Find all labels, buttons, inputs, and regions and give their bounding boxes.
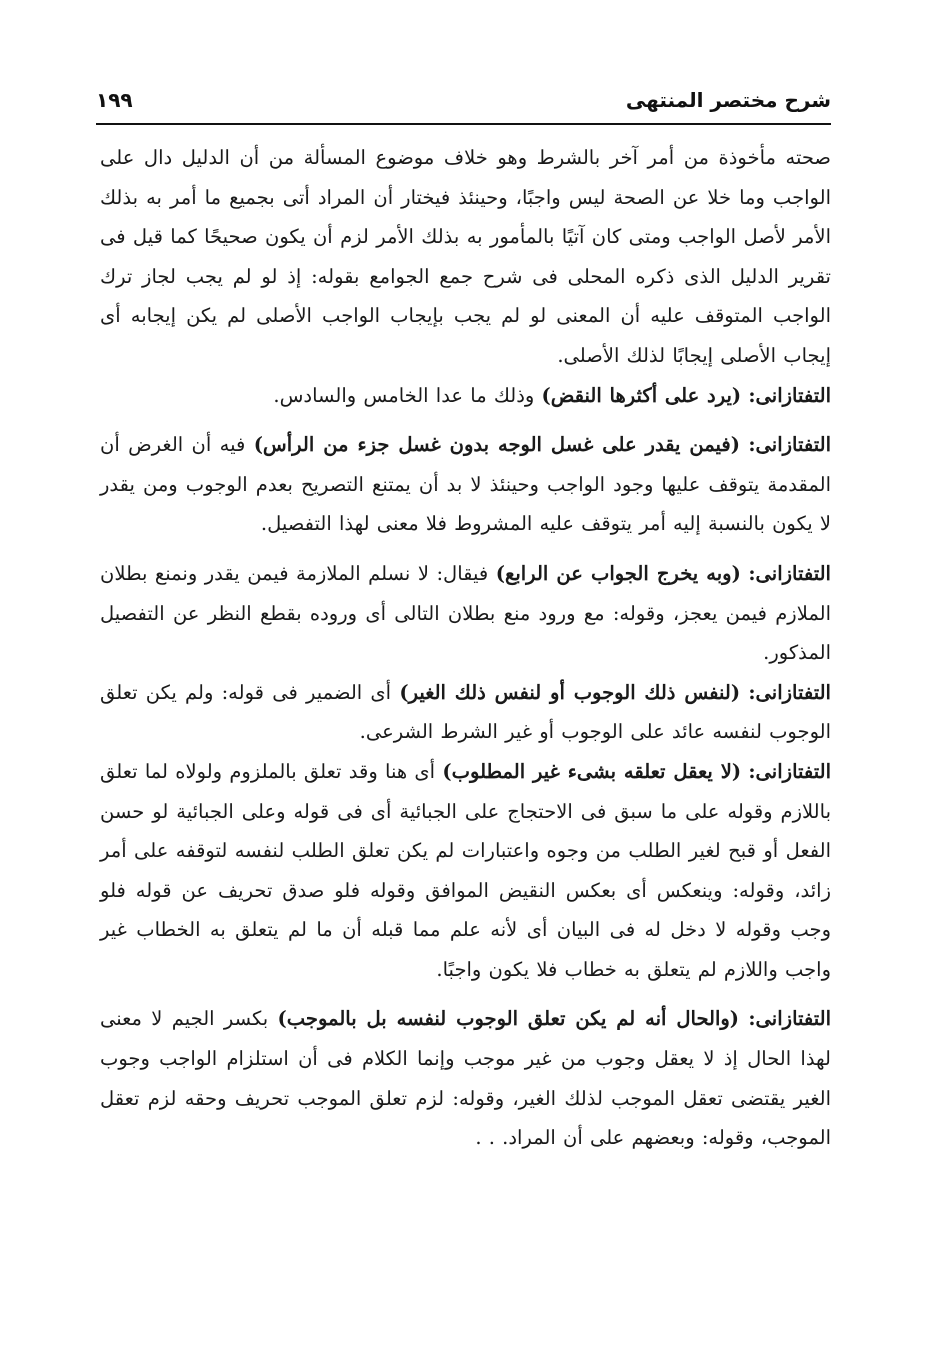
speaker-label: التفتازانى: [748, 1007, 832, 1031]
page-body [100, 138, 831, 1158]
running-header [96, 82, 831, 122]
speaker-label: التفتازانى: [748, 561, 831, 585]
paragraph-text: أى الضمير فى قوله: ولم يكن تعلق الوجوب لنفسه عائد على الوجوب أو غير الشرط الشرعى. [100, 680, 831, 744]
quoted-lemma: (لنفس ذلك الوجوب أو لنفس ذلك الغير) [399, 680, 741, 704]
quoted-lemma: (وبه يخرج الجواب عن الرابع) [495, 561, 741, 585]
quoted-lemma: (والحال أنه لم يكن تعلق الوجوب لنفسه بل بالموجب) [277, 1007, 740, 1031]
speaker-label: التفتازانى: [748, 383, 831, 407]
paragraph-continuation [100, 138, 831, 376]
paragraph-text: أى هنا وقد تعلق بالملزوم ولولاه لما تعلق باللازم وقوله على ما سبق فى الاحتجاج على الجبائية أى فى قوله وعلى الجبائية لو حسن الفعل أو قبح لغير الطلب من وجوه واعتبارات لم يكن تعلق الطلب لنفسه لتوقفه على أمر زائد، وقوله: وينعكس أى بعكس النقيض الموافق وقوله فلو صدق تحريف عن قوله فلو وجب وقوله لا دخل له فى البيان أى لأنه علم مما قبله أن ما لم يتعلق به الخطاب غير واجب واللازم لم يتعلق به خطاب فلا يكون واجبًا. [100, 759, 832, 981]
page-number: ١٩٩ [96, 88, 133, 112]
paragraph-text: بكسر الجيم لا معنى لهذا الحال إذ لا يعقل وجوب من غير موجب وإنما الكلام فى أن استلزام الواجب وجوب الغير يقتضى تعقل الموجب لذلك الغير، وقوله: لزم تعلق الموجب تحريف وحقه لزم تعقل الموجب، وقوله: وبعضهم على أن المراد. . . [100, 1007, 831, 1150]
commentary-paragraph [100, 673, 831, 752]
paragraph-text: وذلك ما عدا الخامس والسادس. [273, 383, 535, 407]
paragraph-text: فيه أن الغرض أن المقدمة يتوقف عليها وجود الواجب وحينئذ لا بد أن يمتنع التصريح بعدم الوجوب ومن يقدر لا يكون بالنسبة إليه أمر يتوقف عليه المشروط فلا معنى لهذا التفصيل. [100, 433, 831, 536]
commentary-paragraph [100, 376, 831, 416]
quoted-lemma: (فيمن يقدر على غسل الوجه بدون غسل جزء من الرأس) [253, 433, 740, 457]
commentary-paragraph [100, 752, 831, 990]
commentary-paragraph [100, 999, 831, 1157]
header-rule [96, 123, 831, 125]
commentary-paragraph [100, 554, 831, 673]
commentary-paragraph [100, 425, 831, 544]
speaker-label: التفتازانى: [748, 759, 832, 783]
quoted-lemma: (يرد على أكثرها النقض) [541, 383, 742, 407]
paragraph-text: فيقال: لا نسلم الملازمة فيمن يقدر ونمنع بطلان الملازم فيمن يعجز، وقوله: مع ورود منع بطلان التالى أى وروده بقطع النظر عن التفصيل المذكور. [100, 561, 831, 665]
paragraph-text: صحته مأخوذة من أمر آخر بالشرط وهو خلاف موضوع المسألة من أن الدليل دال على الواجب وما خلا عن الصحة ليس واجبًا، وحينئذ فيختار أن المراد أتى بجميع ما أمر به بذلك الأمر لأصل الواجب ومتى كان آتيًا بالمأمور به بذلك الأمر لزم أن يكون صحيحًا كما قيل فى تقرير الدليل الذى ذكره المحلى فى شرح جمع الجوامع بقوله: إذ لو لم يجب لجاز ترك الواجب المتوقف عليه أن المعنى لو لم يجب بإيجاب الواجب الأصلى لم يكن إيجابه أى إيجاب الأصلى إيجابًا لذلك الأصلى. [100, 146, 831, 367]
speaker-label: التفتازانى: [748, 680, 831, 704]
book-title: شرح مختصر المنتهى [625, 88, 831, 112]
speaker-label: التفتازانى: [748, 433, 831, 457]
quoted-lemma: (لا يعقل تعلقه بشىء غير المطلوب) [442, 759, 742, 783]
